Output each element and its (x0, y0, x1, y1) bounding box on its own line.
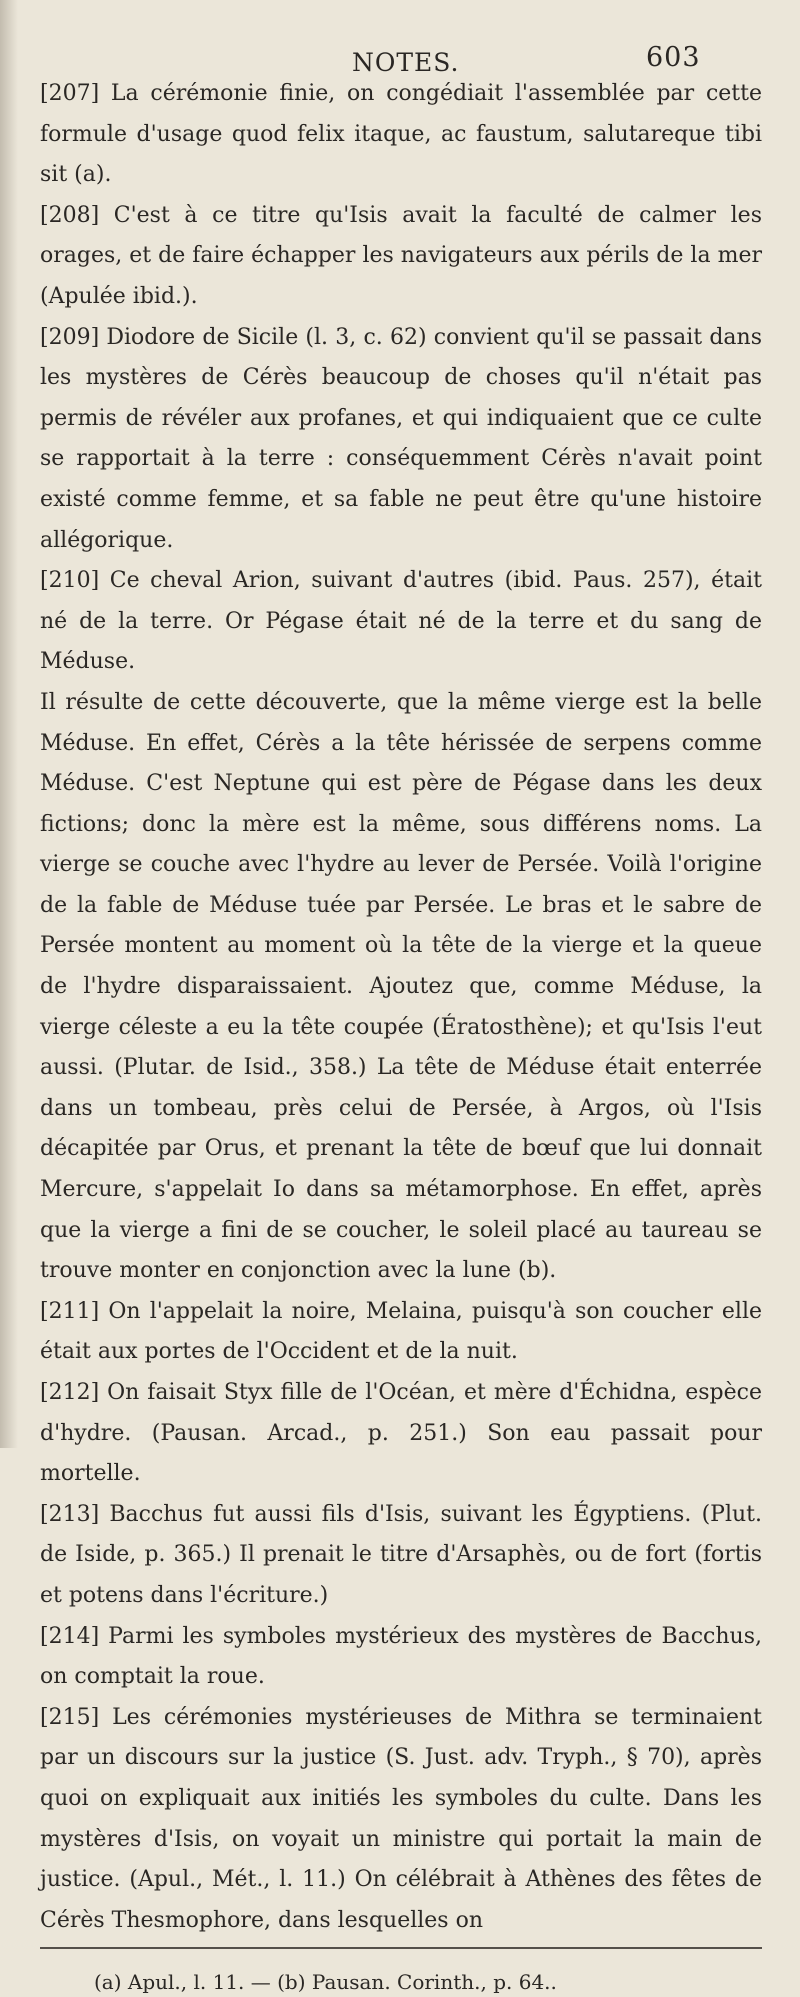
note-207: [207] La cérémonie finie, on congédiait l'assemblée par cette formule d'usage quod felix itaque, ac faustum, salutareque tibi sit (a). (40, 81, 762, 188)
notes-body (40, 74, 762, 1941)
footnote: (a) Apul., l. 11. — (b) Pausan. Corinth., p. 64.. (94, 1970, 557, 1995)
note-213: [213] Bacchus fut aussi fils d'Isis, suivant les Égyptiens. (Plut. de Iside, p. 365.) Il prenait le titre d'Arsaphès, ou de fort (fortis et potens dans l'écriture.) (40, 1501, 762, 1608)
note-212: [212] On faisait Styx fille de l'Océan, et mère d'Échidna, espèce d'hydre. (Pausan. Arcad., p. 251.) Son eau passait pour mortelle. (40, 1380, 762, 1487)
note-215: [215] Les cérémonies mystérieuses de Mithra se terminaient par un discours sur la justice (S. Just. adv. Tryph., § 70), après quoi on expliquait aux initiés les symboles du culte. Dans les mystères d'Isis, on voyait un ministre qui portait la main de justice. (Apul., Mét., l. 11.) On célébrait à Athènes des fêtes de Cérès Thesmophore, dans lesquelles on (40, 1704, 762, 1933)
note-210-continued: Il résulte de cette découverte, que la même vierge est la belle Méduse. En effet, Cérès a la tête hérissée de serpens comme Méduse. C'est Neptune qui est père de Pégase dans les deux fictions; donc la mère est la même, sous différens noms. La vierge se couche avec l'hydre au lever de Persée. Voilà l'origine de la fable de Méduse tuée par Persée. Le bras et le sabre de Persée montent au moment où la tête de la vierge et la queue de l'hydre disparaissaient. Ajoutez que, comme Méduse, la vierge céleste a eu la tête coupée (Ératosthène); et qu'Isis l'eut aussi. (Plutar. de Isid., 358.) La tête de Méduse était enterrée dans un tombeau, près celui de Persée, à Argos, où l'Isis décapitée par Orus, et prenant la tête de bœuf que lui donnait Mercure, s'appelait Io dans sa métamorphose. En effet, après que la vierge a fini de se coucher, le soleil placé au taureau se trouve monter en conjonction avec la lune (b). (40, 689, 762, 1284)
note-208: [208] C'est à ce titre qu'Isis avait la faculté de calmer les orages, et de faire échapper les navigateurs aux périls de la mer (Apulée ibid.). (40, 202, 762, 309)
page-fold-shadow (0, 0, 18, 1448)
running-head: NOTES. (352, 48, 460, 77)
note-210: [210] Ce cheval Arion, suivant d'autres (ibid. Paus. 257), était né de la terre. Or Pégase était né de la terre et du sang de Méduse. (40, 568, 762, 675)
note-209: [209] Diodore de Sicile (l. 3, c. 62) convient qu'il se passait dans les mystères de Cérès beaucoup de choses qu'il n'était pas permis de révéler aux profanes, et qui indiquaient que ce culte se rapportait à la terre : conséquemment Cérès n'avait point existé comme femme, et sa fable ne peut être qu'une histoire allégorique. (40, 324, 762, 553)
page-number: 603 (646, 42, 701, 73)
page-header (0, 40, 800, 80)
footnote-divider (40, 1947, 762, 1949)
note-211: [211] On l'appelait la noire, Melaina, puisqu'à son coucher elle était aux portes de l'Occident et de la nuit. (40, 1298, 762, 1365)
note-214: [214] Parmi les symboles mystérieux des mystères de Bacchus, on comptait la roue. (40, 1623, 762, 1690)
